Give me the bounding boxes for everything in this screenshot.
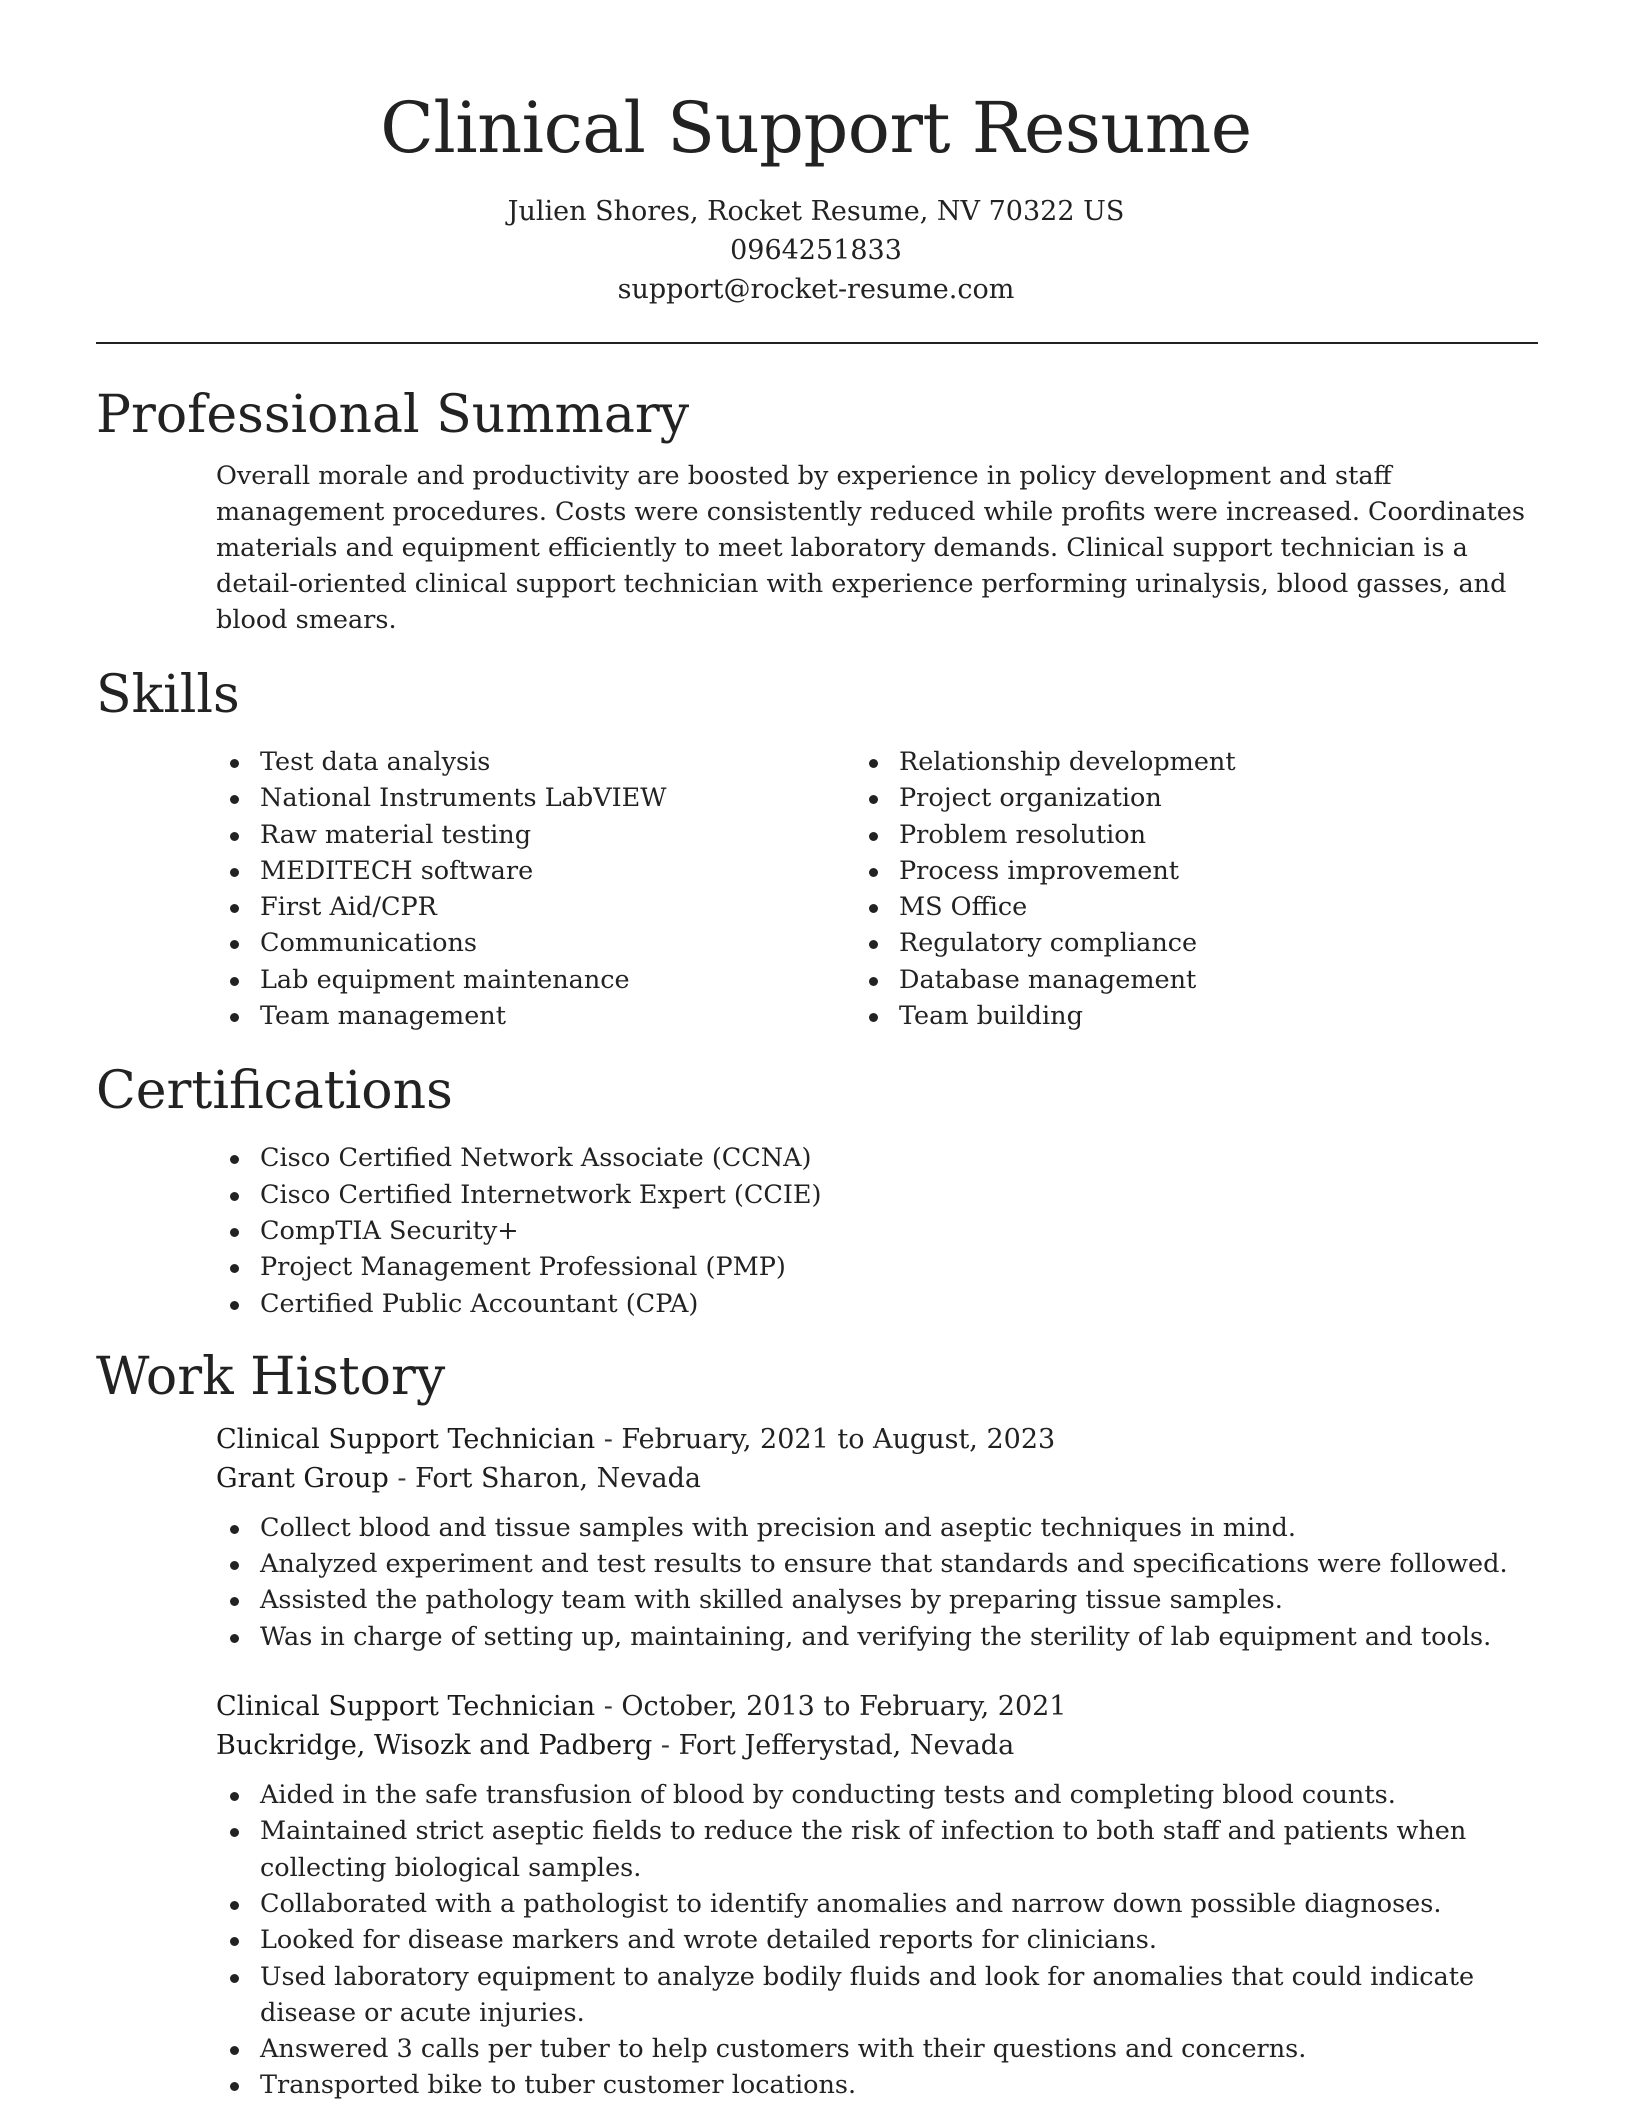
skill-item: Regulatory compliance — [899, 925, 1538, 961]
job-separator: - — [388, 1462, 416, 1494]
skill-item: Raw material testing — [260, 817, 899, 853]
job-bullets — [216, 1777, 1538, 2104]
job-title: Clinical Support Technician — [216, 1691, 596, 1723]
job-bullet: Answered 3 calls per tuber to help customers with their questions and concerns. — [260, 2031, 1530, 2067]
job-bullet: Collect blood and tissue samples with precision and aseptic techniques in mind. — [260, 1510, 1530, 1546]
certification-item: Certified Public Accountant (CPA) — [260, 1286, 1538, 1322]
job-bullet: Transported bike to tuber customer locations. — [260, 2067, 1530, 2103]
job-title-line — [216, 1420, 1538, 1459]
summary-text: Overall morale and productivity are boosted by experience in policy development and staff management procedures. Costs were consistently reduced while profits were increased. Coordinates materials and equipment efficiently to meet laboratory demands. Clinical support technician is a detail-oriented clinical support technician with experience performing urinalysis, blood gasses, and blood smears. — [216, 461, 1525, 635]
skill-item: MEDITECH software — [260, 853, 899, 889]
job-separator: - — [595, 1691, 622, 1723]
skill-item: Lab equipment maintenance — [260, 962, 899, 998]
job-bullet: Used laboratory equipment to analyze bodily fluids and look for anomalies that could indicate disease or acute injuries. — [260, 1959, 1530, 2032]
skill-item: Communications — [260, 925, 899, 961]
job-bullet: Was in charge of setting up, maintaining, and verifying the sterility of lab equipment and tools. — [260, 1619, 1530, 1655]
resume-header — [0, 0, 1632, 309]
skill-item: Team management — [260, 998, 899, 1034]
job-dates: October, 2013 to February, 2021 — [621, 1691, 1067, 1723]
header-divider — [96, 342, 1538, 344]
job-separator: - — [652, 1730, 679, 1762]
skill-item: Database management — [899, 962, 1538, 998]
contact-block — [0, 192, 1632, 309]
job-bullet: Collaborated with a pathologist to identify anomalies and narrow down possible diagnoses. — [260, 1886, 1530, 1922]
job-bullet: Assisted the pathology team with skilled analyses by preparing tissue samples. — [260, 1582, 1530, 1618]
skills-section — [96, 652, 1538, 1034]
job-dates: February, 2021 to August, 2023 — [621, 1423, 1056, 1455]
skill-item: Process improvement — [899, 853, 1538, 889]
resume-title: Clinical Support Resume — [380, 87, 1252, 169]
work-history-heading: Work History — [96, 1346, 446, 1407]
job-bullet: Analyzed experiment and test results to ensure that standards and specifications were followed. — [260, 1546, 1530, 1582]
summary-section — [96, 372, 1538, 638]
summary-heading: Professional Summary — [96, 385, 690, 445]
job-separator: - — [595, 1423, 622, 1455]
certification-item: Cisco Certified Network Associate (CCNA) — [260, 1140, 1538, 1176]
certification-item: Cisco Certified Internetwork Expert (CCIE) — [260, 1177, 1538, 1213]
job-title: Clinical Support Technician — [216, 1423, 596, 1455]
certifications-heading: Certifications — [96, 1061, 453, 1122]
job-bullet: Maintained strict aseptic fields to reduce the risk of infection to both staff and patients when collecting biological samples. — [260, 1813, 1530, 1886]
certification-item: CompTIA Security+ — [260, 1213, 1538, 1249]
job-entry — [216, 1420, 1538, 1655]
resume-content — [96, 372, 1538, 2104]
job-title-line — [216, 1687, 1538, 1726]
skills-column-right — [899, 744, 1538, 1034]
contact-phone: 0964251833 — [730, 235, 902, 266]
job-company: Buckridge, Wisozk and Padberg — [216, 1730, 653, 1762]
skill-item: Team building — [899, 998, 1538, 1034]
job-company-line — [216, 1726, 1538, 1765]
skill-item: Test data analysis — [260, 744, 899, 780]
contact-address: Julien Shores, Rocket Resume, NV 70322 US — [507, 196, 1125, 227]
skill-item: Relationship development — [899, 744, 1538, 780]
work-history-section — [96, 1334, 1538, 2104]
skills-column-left — [260, 744, 899, 1034]
job-bullet: Looked for disease markers and wrote detailed reports for clinicians. — [260, 1922, 1530, 1958]
job-company-line — [216, 1459, 1538, 1498]
skill-item: First Aid/CPR — [260, 889, 899, 925]
certifications-section — [96, 1048, 1538, 1321]
skills-grid — [96, 744, 1538, 1034]
skill-item: Problem resolution — [899, 817, 1538, 853]
job-bullets — [216, 1510, 1538, 1655]
job-entry — [216, 1687, 1538, 2104]
job-bullet: Aided in the safe transfusion of blood by conducting tests and completing blood counts. — [260, 1777, 1530, 1813]
certifications-list — [96, 1140, 1538, 1321]
skills-heading: Skills — [96, 665, 240, 725]
job-location: Fort Sharon, Nevada — [415, 1462, 701, 1494]
job-location: Fort Jefferystad, Nevada — [678, 1730, 1015, 1762]
skill-item: National Instruments LabVIEW — [260, 780, 899, 816]
certification-item: Project Management Professional (PMP) — [260, 1249, 1538, 1285]
skill-item: Project organization — [899, 780, 1538, 816]
skill-item: MS Office — [899, 889, 1538, 925]
job-company: Grant Group — [216, 1462, 389, 1494]
contact-email: support@rocket-resume.com — [617, 274, 1015, 305]
